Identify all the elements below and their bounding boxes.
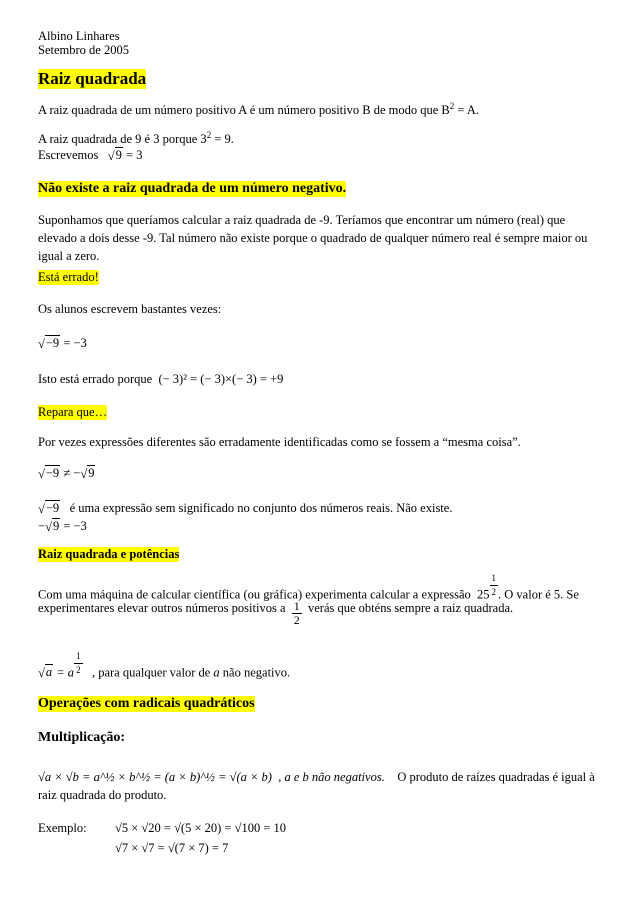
date: Setembro de 2005 [38, 43, 129, 57]
wrong-equation: √−9 = −3 [38, 336, 87, 351]
note-paragraph: Por vezes expressões diferentes são erradamente identificadas como se fossem a “mesma coisa”. [38, 435, 521, 449]
wrong-reason: Isto está errado porque (− 3)² = (− 3)×(− 3) = +9 [38, 372, 284, 386]
note-label: Repara que… [38, 405, 108, 419]
multiplication-rule-cont: raiz quadrada do produto. [38, 788, 167, 802]
meaningless-line: √−9 é uma expressão sem significado no conjunto dos números reais. Não existe. [38, 501, 453, 516]
multiplication-title: Multiplicação: [38, 730, 126, 745]
negative-title: Não existe a raiz quadrada de um número negativo. [38, 181, 347, 196]
sqrt-9: √9 [107, 148, 122, 163]
example-1: √5 × √20 = √(5 × 20) = √100 = 10 [115, 821, 287, 835]
neq-equation: √−9 ≠ −√9 [38, 466, 95, 481]
power-rule: √a = a $^{\frac{1}{2}}$ , para qualquer valor de a não negativo. [38, 651, 291, 681]
example-line-2: Escrevemos √9 = 3 [38, 148, 143, 163]
powers-title: Raiz quadrada e potências [38, 547, 180, 561]
definition: A raiz quadrada de um número positivo A é um número positivo B de modo que $B^2 = A$. [38, 101, 480, 118]
powers-line-1: Com uma máquina de calcular científica (ou gráfica) experimenta calcular a expressão 25 $^{\frac{1}{2}}$ . O valor é 5. Se [38, 573, 579, 602]
wrong-label: Está errado! [38, 270, 99, 284]
example-label: Exemplo: [38, 821, 87, 835]
example-line-1: A raiz quadrada de 9 é 3 porque $3^2 = 9$. [38, 130, 234, 147]
example-2: √7 × √7 = √(7 × 7) = 7 [115, 841, 229, 855]
operations-title: Operações com radicais quadráticos [38, 696, 255, 711]
multiplication-rule: √a × √b = a^½ × b^½ = (a × b)^½ = √(a × b) , a e b não negativos. O produto de raízes quadradas é igual à [38, 770, 595, 784]
negative-paragraph: Suponhamos que queríamos calcular a raiz quadrada de -9. Teríamos que encontrar um número (real) que elevado a dois desse -9. Tal número não existe porque o quadrado de qualquer número real é sempre maior ou igual a zero. [38, 213, 588, 263]
students-write: Os alunos escrevem bastantes vezes: [38, 302, 222, 316]
neg-root-line: −√9 = −3 [38, 519, 87, 534]
page-title: Raiz quadrada [38, 69, 147, 88]
powers-line-2: experimentares elevar outros números positivos a $\frac{1}{2}$ verás que obténs sempre a raiz quadrada. [38, 599, 514, 627]
author: Albino Linhares [38, 29, 120, 43]
